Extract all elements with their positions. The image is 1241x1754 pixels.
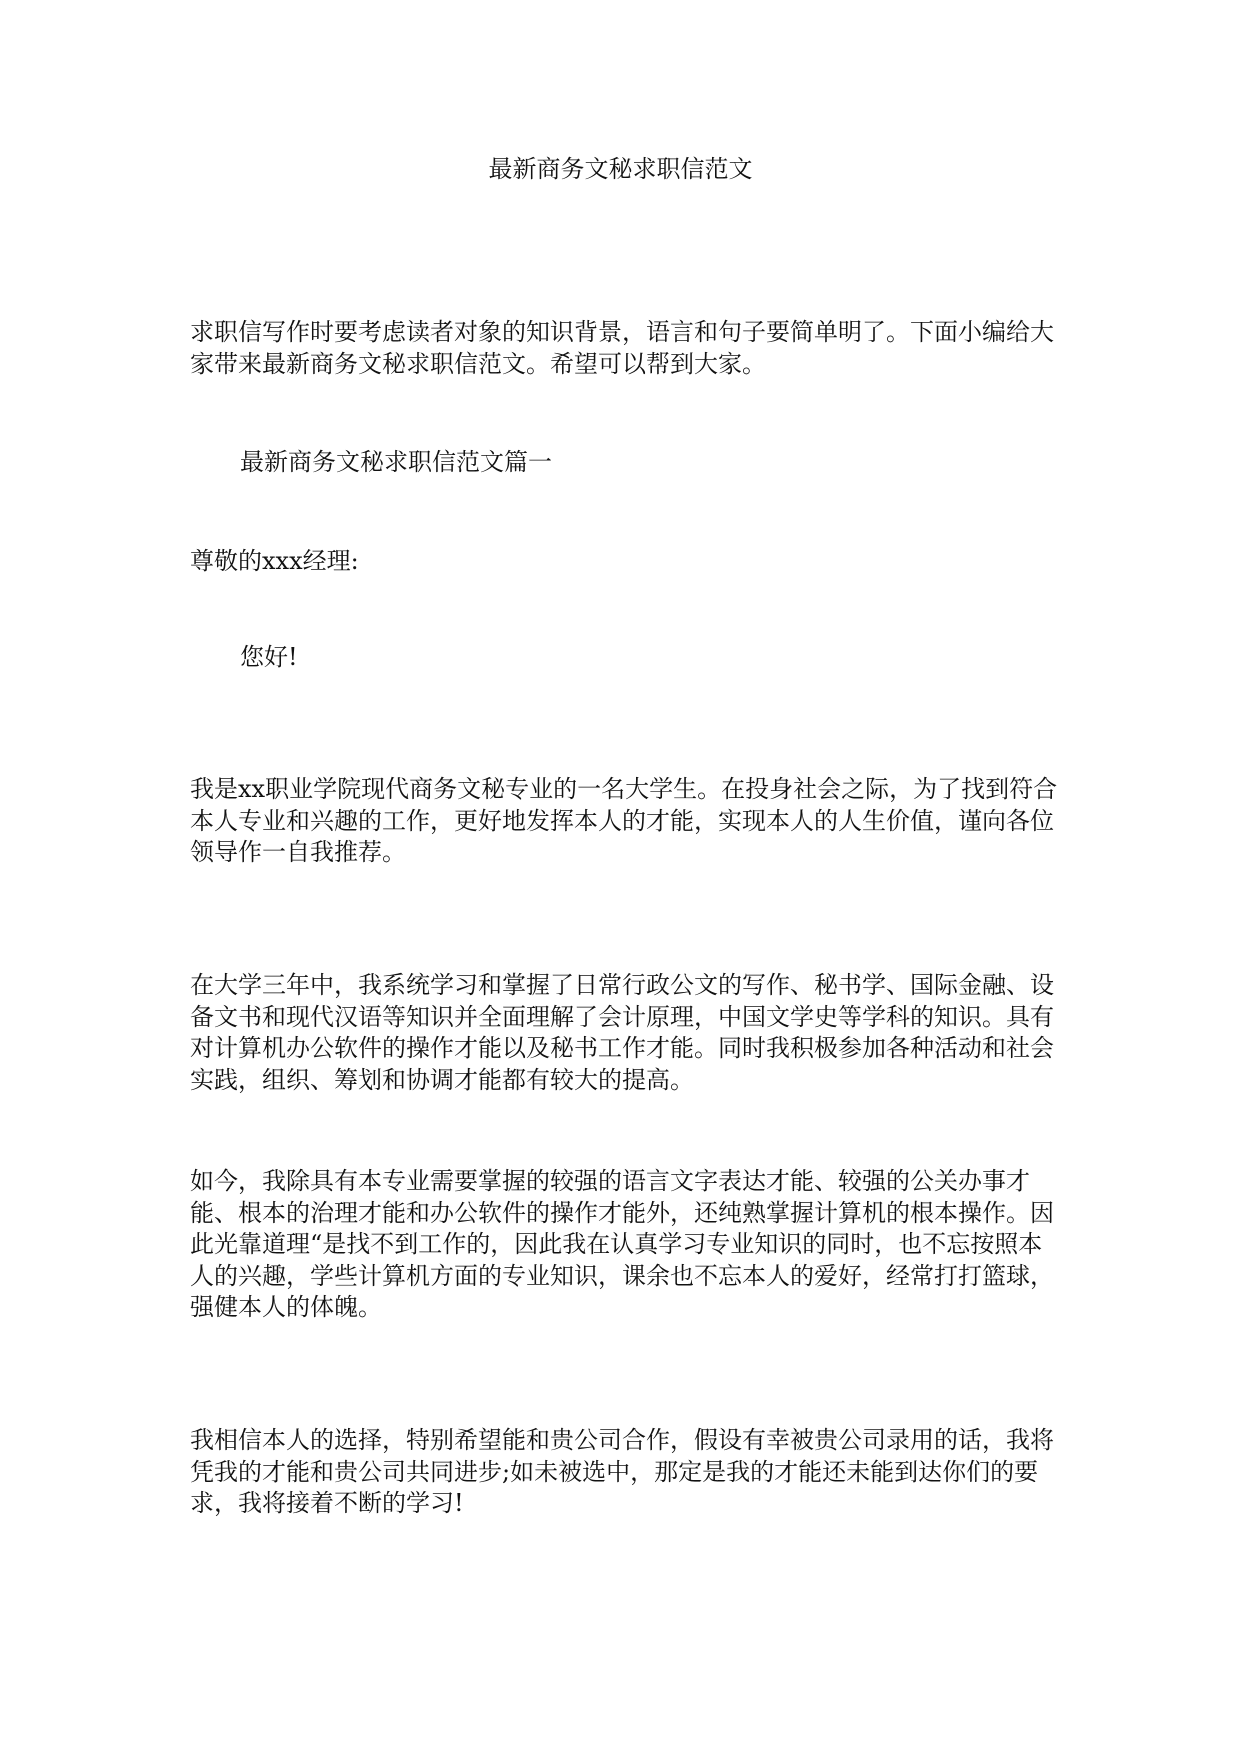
body-paragraph-3: 如今，我除具有本专业需要掌握的较强的语言文字表达才能、较强的公关办事才能、根本的治理才能和办公软件的操作才能外，还纯熟掌握计算机的根本操作。因此光靠道理“是找不到工作的，因此我在认真学习专业知识的同时，也不忘按照本人的兴趣，学些计算机方面的专业知识，课余也不忘本人的爱好，经常打打篮球，强健本人的体魄。 [190, 1167, 1054, 1321]
salutation: 尊敬的xxx经理: [190, 547, 359, 575]
document-title: 最新商务文秘求职信范文 [488, 155, 753, 183]
intro-paragraph: 求职信写作时要考虑读者对象的知识背景，语言和句子要简单明了。下面小编给大家带来最新商务文秘求职信范文。希望可以帮到大家。 [190, 318, 1054, 378]
section-heading: 最新商务文秘求职信范文篇一 [240, 448, 552, 476]
greeting: 您好! [240, 643, 298, 671]
body-paragraph-2: 在大学三年中，我系统学习和掌握了日常行政公文的写作、秘书学、国际金融、设备文书和现代汉语等知识并全面理解了会计原理，中国文学史等学科的知识。具有对计算机办公软件的操作才能以及秘书工作才能。同时我积极参加各种活动和社会实践，组织、筹划和协调才能都有较大的提高。 [190, 971, 1054, 1094]
body-paragraph-1: 我是xx职业学院现代商务文秘专业的一名大学生。在投身社会之际，为了找到符合本人专业和兴趣的工作，更好地发挥本人的才能，实现本人的人生价值，谨向各位领导作一自我推荐。 [190, 775, 1058, 866]
body-paragraph-4: 我相信本人的选择，特别希望能和贵公司合作，假设有幸被贵公司录用的话，我将凭我的才能和贵公司共同进步;如未被选中，那定是我的才能还未能到达你们的要求，我将接着不断的学习! [190, 1426, 1054, 1517]
